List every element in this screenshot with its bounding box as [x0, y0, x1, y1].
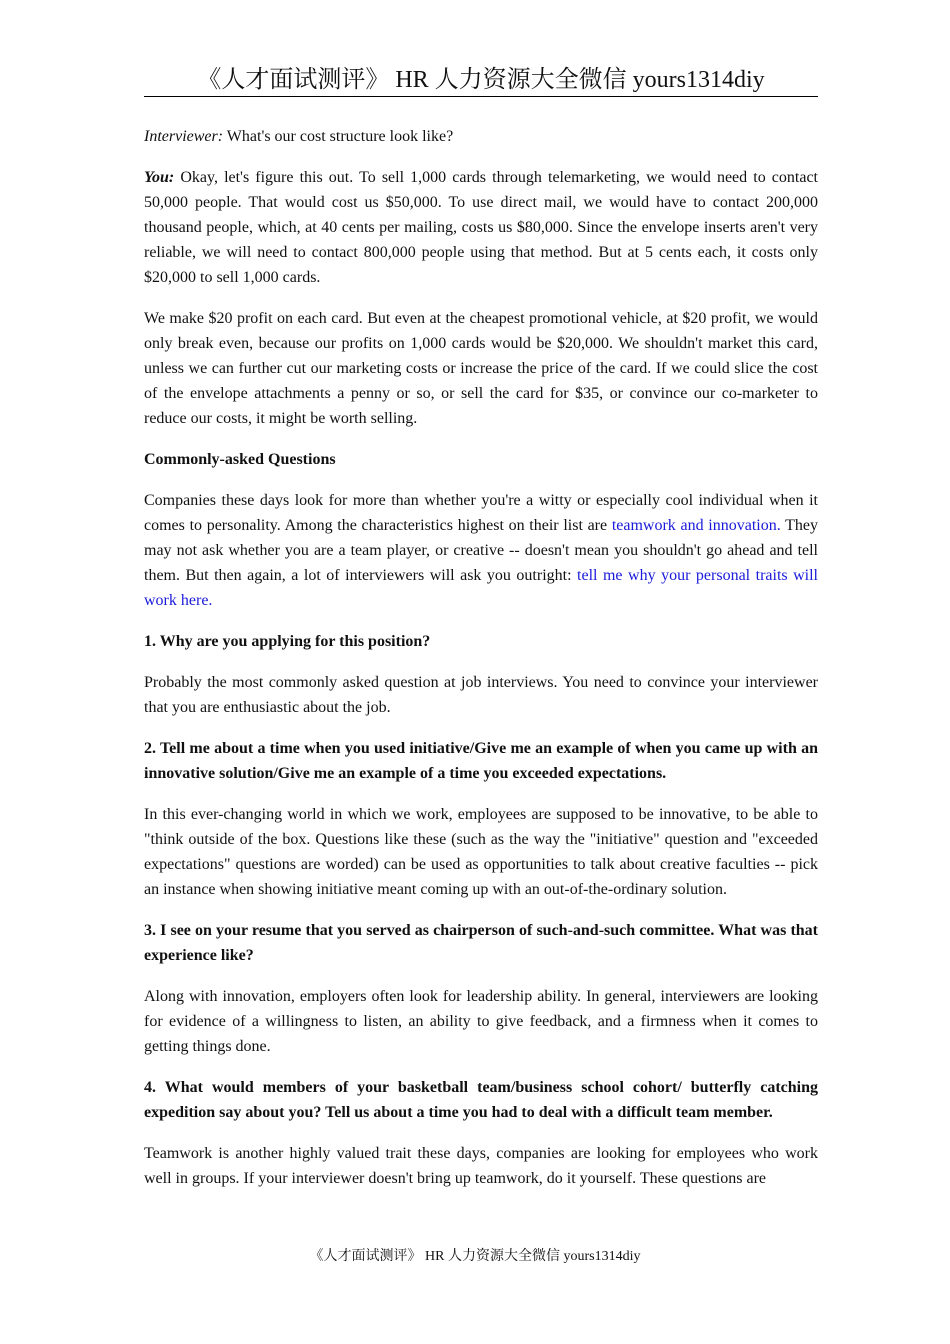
- paragraph: [144, 488, 818, 613]
- question-heading: [144, 918, 818, 968]
- paragraph-text: They may not ask whether you are a team player, or creative -- doesn't mean you shouldn't go ahead and tell them. But then again, a lot of interviewers will ask you outright:: [144, 517, 818, 584]
- speaker-label: Interviewer:: [144, 128, 224, 145]
- paragraph: In this ever-changing world in which we work, employees are supposed to be innovative, to be able to "think outside of the box. Questions like these (such as the way the "initiative" question and "exceeded expectations" questions are worded) can be used as opportunities to talk about creative faculties -- pick an instance when showing initiative meant coming up with an out-of-the-ordinary solution.: [144, 806, 818, 898]
- paragraph-text: Companies these days look for more than whether you're a witty or especially cool individual when it comes to personality. Among the characteristics highest on their list are: [144, 492, 818, 534]
- question-heading: [144, 1075, 818, 1125]
- question-text: 1. Why are you applying for this position?: [144, 633, 431, 650]
- question-heading: [144, 736, 818, 786]
- section-heading: [144, 447, 818, 472]
- question-text: 4. What would members of your basketball team/business school cohort/ butterfly catching expedition say about you? Tell us about a time you had to deal with a difficult team member.: [144, 1079, 818, 1121]
- paragraph: Teamwork is another highly valued trait these days, companies are looking for employees who work well in groups. If your interviewer doesn't bring up teamwork, do it yourself. These questions are: [144, 1145, 818, 1187]
- document-body: [144, 124, 818, 1191]
- page-footer: 《人才面试测评》 HR 人力资源大全微信 yours1314diy: [309, 1249, 641, 1264]
- paragraph-text: Okay, let's figure this out. To sell 1,000 cards through telemarketing, we would need to contact 50,000 people. That would cost us $50,000. To use direct mail, we would have to contact 200,000 thousand people, which, at 40 cents per mailing, costs us $80,000. Since the envelope inserts aren't very reliable, we will need to contact 800,000 people using that method. But at 5 cents each, it costs only $20,000 to sell 1,000 cards.: [144, 169, 818, 286]
- paragraph: [144, 165, 818, 290]
- paragraph-text: What's our cost structure look like?: [223, 128, 454, 145]
- link-teamwork-innovation[interactable]: teamwork and innovation.: [611, 517, 781, 534]
- paragraph: We make $20 profit on each card. But even at the cheapest promotional vehicle, at $20 profit, we would only break even, because our profits on 1,000 cards would be $20,000. We shouldn't market this card, unless we can further cut our marketing costs or increase the price of the card. If we could slice the cost of the envelope attachments a penny or so, or sell the card for $35, or convince our co-marketer to reduce our costs, it might be worth selling.: [144, 310, 818, 427]
- paragraph: Probably the most commonly asked question at job interviews. You need to convince your interviewer that you are enthusiastic about the job.: [144, 674, 818, 716]
- link-personal-traits[interactable]: tell me why your personal traits will work here.: [144, 567, 819, 609]
- question-text: 2. Tell me about a time when you used initiative/Give me an example of when you came up with an innovative solution/Give me an example of a time you exceeded expectations.: [144, 740, 818, 782]
- page-header: 《人才面试测评》 HR 人力资源大全微信 yours1314diy: [144, 64, 818, 97]
- speaker-label: You:: [144, 169, 175, 186]
- heading-text: Commonly-asked Questions: [144, 451, 336, 468]
- question-heading: [144, 629, 818, 654]
- question-text: 3. I see on your resume that you served as chairperson of such-and-such committee. What was that experience like?: [144, 922, 818, 964]
- paragraph: [144, 124, 818, 149]
- paragraph: Along with innovation, employers often look for leadership ability. In general, interviewers are looking for evidence of a willingness to listen, an ability to give feedback, and a firmness when it comes to getting things done.: [144, 988, 818, 1055]
